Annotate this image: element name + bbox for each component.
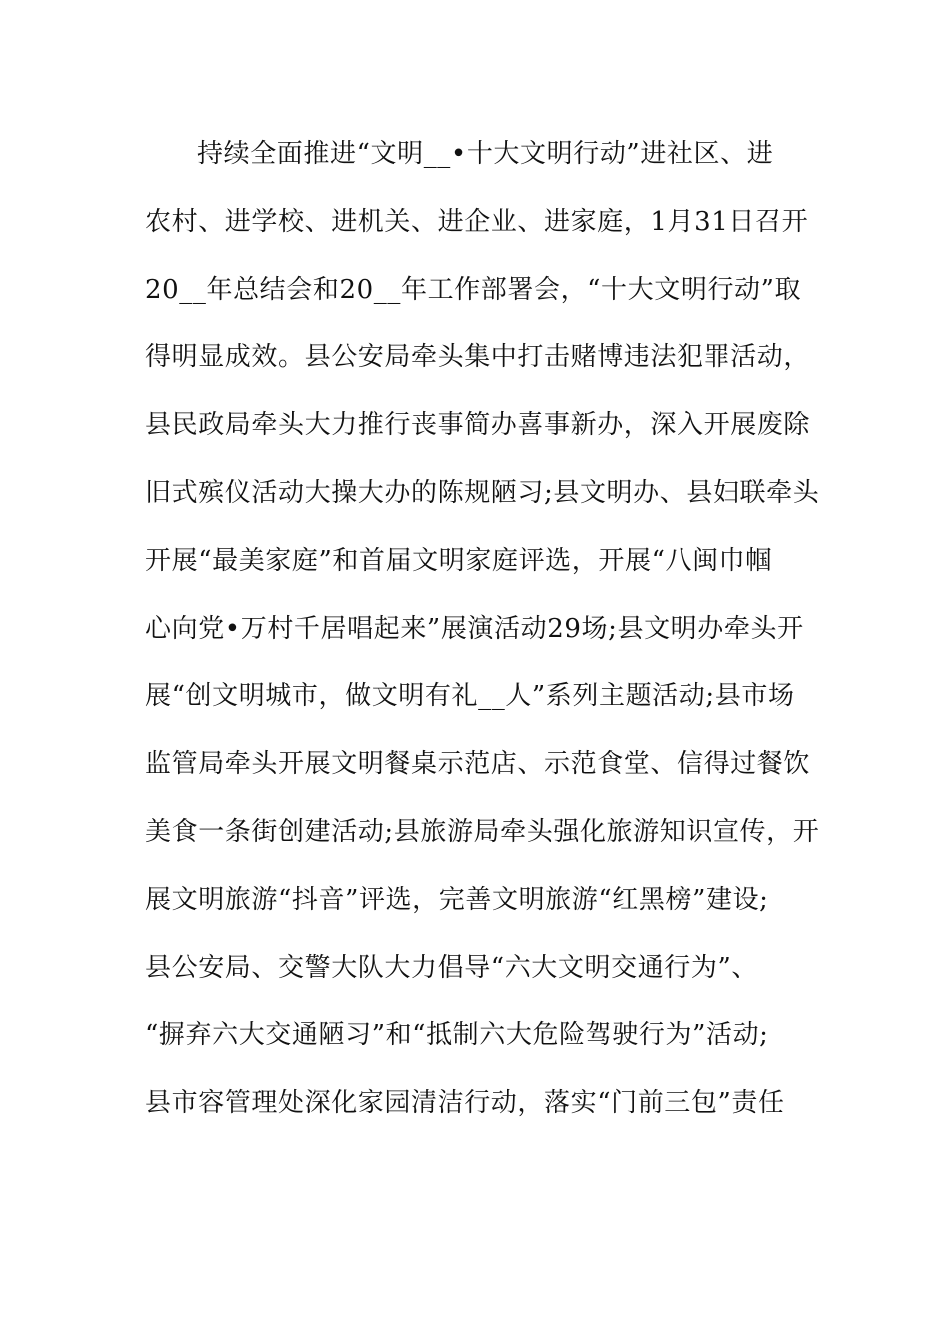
- text-line: 20__年总结会和20__年工作部署会，“十大文明行动”取: [145, 274, 802, 305]
- text-line: 监管局牵头开展文明餐桌示范店、示范食堂、信得过餐饮: [145, 749, 811, 780]
- text-line: 农村、进学校、进机关、进企业、进家庭，1月31日召开: [145, 206, 809, 237]
- text-line: 旧式殡仪活动大操大办的陈规陋习;县文明办、县妇联牵头: [145, 477, 820, 508]
- text-line: 开展“最美家庭”和首届文明家庭评选，开展“八闽巾帼: [145, 545, 772, 576]
- text-line: 心向党•万村千居唱起来”展演活动29场;县文明办牵头开: [145, 613, 804, 644]
- text-line: 得明显成效。县公安局牵头集中打击赌博违法犯罪活动，: [145, 342, 811, 373]
- text-line: 展文明旅游“抖音”评选，完善文明旅游“红黑榜”建设;: [145, 884, 769, 915]
- text-line: “摒弃六大交通陋习”和“抵制六大危险驾驶行为”活动;: [145, 1020, 769, 1051]
- text-line: 县市容管理处深化家园清洁行动，落实“门前三包”责任: [145, 1088, 785, 1119]
- body-paragraph: [145, 128, 820, 1145]
- text-line: 持续全面推进“文明__•十大文明行动”进社区、进: [197, 139, 774, 169]
- text-line: 县民政局牵头大力推行丧事简办喜事新办，深入开展废除: [145, 410, 811, 441]
- text-line: 展“创文明城市，做文明有礼__人”系列主题活动;县市场: [145, 681, 795, 712]
- text-line: 美食一条街创建活动;县旅游局牵头强化旅游知识宣传，开: [145, 816, 820, 847]
- text-line: 县公安局、交警大队大力倡导“六大文明交通行为”、: [145, 952, 758, 983]
